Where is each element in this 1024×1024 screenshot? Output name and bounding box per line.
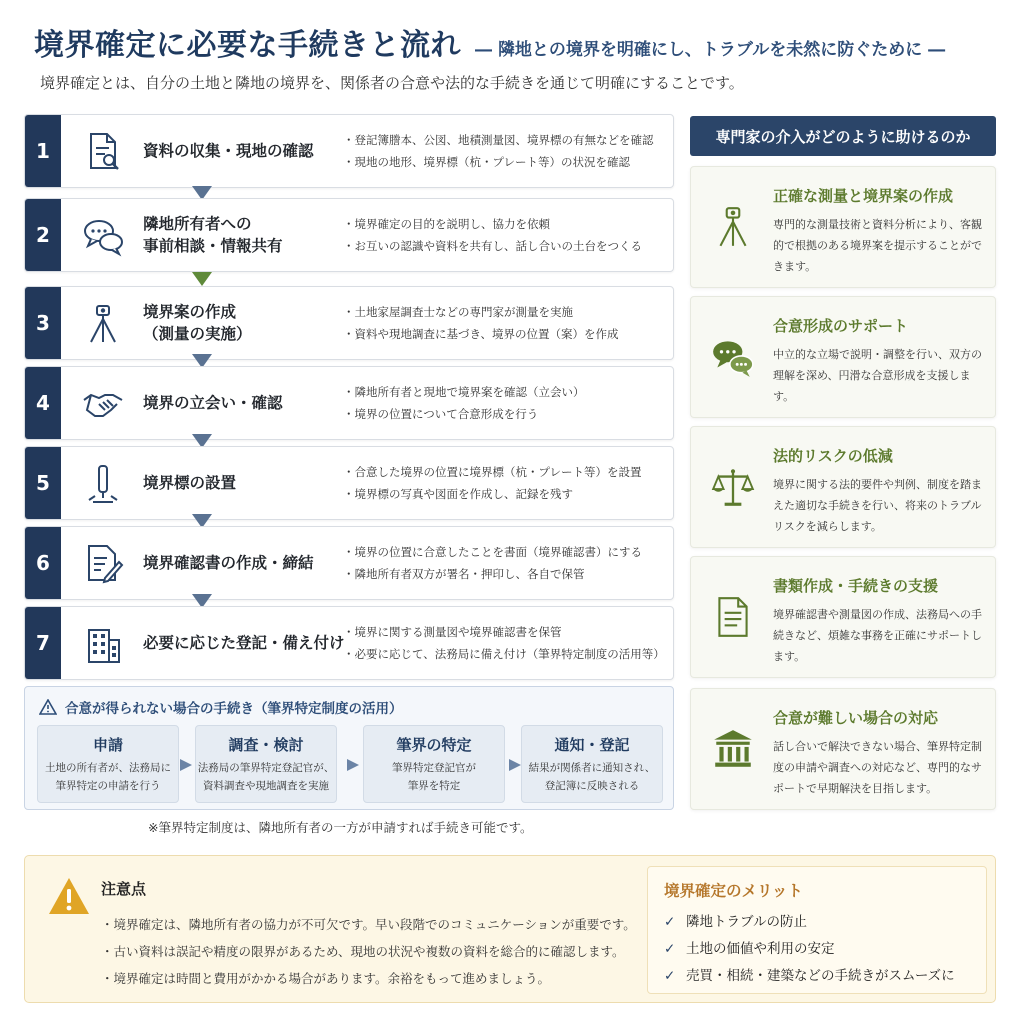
dispute-step-title: 筆界の特定 bbox=[396, 736, 472, 754]
building-icon bbox=[79, 621, 127, 667]
expert-card-title: 合意形成のサポート bbox=[773, 317, 909, 335]
dispute-step-title: 調査・検討 bbox=[228, 736, 304, 754]
step-desc-line: ・合意した境界の位置に境界標（杭・プレート等）を設置 bbox=[343, 464, 642, 479]
right-arrow-icon bbox=[180, 759, 192, 771]
step-number: 3 bbox=[25, 287, 61, 359]
step-number: 7 bbox=[25, 607, 61, 679]
step-card bbox=[24, 446, 674, 520]
step-title-line: （測量の実施） bbox=[143, 325, 252, 343]
step-title-line: 境界確認書の作成・締結 bbox=[143, 553, 314, 572]
expert-card-title: 合意が難しい場合の対応 bbox=[773, 709, 939, 727]
dispute-desc-line: 筆界特定の申請を行う bbox=[55, 780, 161, 793]
step-desc-line: ・現地の地形、境界標（杭・プレート等）の状況を確認 bbox=[343, 155, 631, 169]
step-number: 2 bbox=[25, 199, 61, 271]
step-title bbox=[143, 115, 333, 187]
step-title-line: 事前相談・情報共有 bbox=[143, 237, 283, 255]
down-arrow-icon bbox=[192, 272, 212, 286]
dispute-title bbox=[39, 697, 403, 717]
dispute-step-desc bbox=[38, 759, 178, 796]
step-description bbox=[343, 607, 671, 679]
merit-text: 隣地トラブルの防止 bbox=[686, 914, 807, 930]
merits-list bbox=[664, 909, 955, 990]
dispute-step-desc bbox=[364, 759, 504, 796]
step-description bbox=[343, 447, 671, 519]
merit-item bbox=[664, 909, 955, 936]
step-title bbox=[143, 607, 345, 679]
check-icon: ✓ bbox=[664, 914, 676, 930]
step-card bbox=[24, 526, 674, 600]
step-desc-line: ・お互いの認識や資料を共有し、話し合いの土台をつくる bbox=[343, 239, 642, 253]
expert-card bbox=[690, 296, 996, 418]
step-card bbox=[24, 286, 674, 360]
scales-icon bbox=[707, 427, 759, 547]
step-desc-line: ・資料や現地調査に基づき、境界の位置（案）を作成 bbox=[343, 327, 619, 341]
step-title-line: 隣地所有者への bbox=[143, 214, 252, 233]
dispute-step-card bbox=[195, 725, 337, 803]
warning-outline-icon bbox=[39, 699, 57, 715]
page-header bbox=[34, 20, 1004, 64]
step-number: 4 bbox=[25, 367, 61, 439]
dispute-step-desc bbox=[196, 759, 336, 796]
step-card bbox=[24, 366, 674, 440]
step-card bbox=[24, 606, 674, 680]
step-description bbox=[343, 287, 671, 359]
courthouse-icon bbox=[707, 689, 759, 809]
note-item: ・古い資料は誤記や精度の限界があるため、現地の状況や複数の資料を総合的に確認します。 bbox=[101, 943, 625, 959]
note-item: ・境界確定は時間と費用がかかる場合があります。余裕をもって進めましょう。 bbox=[101, 970, 551, 986]
page-title: 境界確定に必要な手続きと流れ bbox=[34, 28, 461, 63]
step-title-line: 境界案の作成 bbox=[143, 302, 237, 321]
step-description bbox=[343, 367, 671, 439]
speech-bubbles-icon bbox=[79, 213, 127, 259]
step-desc-line: ・境界確定の目的を説明し、協力を依頼 bbox=[343, 216, 550, 231]
step-title-line: 境界の立会い・確認 bbox=[143, 393, 283, 412]
dispute-step-card bbox=[521, 725, 663, 803]
dispute-title-text: 合意が得られない場合の手続き（筆界特定制度の活用） bbox=[65, 701, 403, 717]
step-title-line: 資料の収集・現地の確認 bbox=[143, 141, 314, 160]
expert-card-desc: 中立的な立場で説明・調整を行い、双方の理解を深め、円滑な合意形成を支援します。 bbox=[773, 348, 982, 403]
boundary-stake-icon bbox=[79, 461, 127, 507]
dispute-desc-line: 筆界特定登記官が bbox=[392, 762, 476, 774]
step-title-line: 必要に応じた登記・備え付け bbox=[143, 633, 345, 652]
expert-card-title: 書類作成・手続きの支援 bbox=[773, 577, 939, 595]
note-item: ・境界確定は、隣地所有者の協力が不可欠です。早い段階でのコミュニケーションが重要です。 bbox=[101, 917, 636, 932]
warning-icon bbox=[47, 876, 91, 916]
check-icon: ✓ bbox=[664, 941, 676, 957]
step-desc-line: ・境界の位置に合意したことを書面（境界確認書）にする bbox=[343, 544, 642, 559]
merits-title: 境界確定のメリット bbox=[664, 882, 803, 900]
expert-card bbox=[690, 688, 996, 810]
step-desc-line: ・境界標の写真や図面を作成し、記録を残す bbox=[343, 487, 573, 501]
step-description bbox=[343, 115, 671, 187]
dispute-step-title: 申請 bbox=[92, 736, 123, 754]
step-number: 5 bbox=[25, 447, 61, 519]
step-desc-line: ・土地家屋調査士などの専門家が測量を実施 bbox=[343, 304, 573, 319]
document-icon bbox=[707, 557, 759, 677]
expert-card-desc: 話し合いで解決できない場合、筆界特定制度の申請や調査への対応など、専門的なサポートで早期解決を目指します。 bbox=[773, 740, 982, 795]
document-search-icon bbox=[79, 129, 127, 175]
merits-box bbox=[647, 866, 987, 994]
step-description bbox=[343, 527, 671, 599]
dispute-desc-line: 土地の所有者が、法務局に bbox=[45, 762, 171, 774]
right-arrow-icon bbox=[347, 759, 359, 771]
right-arrow-icon bbox=[509, 759, 521, 771]
dispute-desc-line: 資料調査や現地調査を実施 bbox=[203, 780, 329, 793]
step-desc-line: ・必要に応じて、法務局に備え付け（筆界特定制度の活用等） bbox=[343, 647, 665, 661]
step-title bbox=[143, 527, 333, 599]
expert-card-desc: 境界に関する法的要件や判例、制度を踏まえた適切な手続きを行い、将来のトラブルリスクを減らします。 bbox=[773, 478, 982, 533]
expert-card-desc: 専門的な測量技術と資料分析により、客観的で根拠のある境界案を提示することができます。 bbox=[773, 218, 982, 273]
expert-card bbox=[690, 556, 996, 678]
expert-section-header: 専門家の介入がどのように助けるのか bbox=[690, 116, 996, 156]
dispute-note: ※筆界特定制度は、隣地所有者の一方が申請すれば手続き可能です。 bbox=[148, 820, 533, 835]
dispute-desc-line: 結果が関係者に通知され、 bbox=[528, 762, 656, 774]
dispute-procedure-box bbox=[24, 686, 674, 810]
step-title bbox=[143, 287, 333, 359]
notes-list bbox=[101, 912, 636, 993]
dispute-step-desc bbox=[522, 759, 662, 796]
expert-card-title: 法的リスクの低減 bbox=[773, 447, 893, 465]
step-title bbox=[143, 199, 333, 271]
expert-card bbox=[690, 166, 996, 288]
dispute-desc-line: 登記簿に反映される bbox=[544, 780, 640, 793]
step-title-line: 境界標の設置 bbox=[143, 473, 237, 492]
dispute-desc-line: 法務局の筆界特定登記官が、 bbox=[197, 762, 335, 774]
speech-bubbles-icon bbox=[707, 297, 759, 417]
step-title bbox=[143, 367, 333, 439]
step-number: 1 bbox=[25, 115, 61, 187]
dispute-desc-line: 筆界を特定 bbox=[407, 780, 461, 793]
merit-text: 売買・相続・建築などの手続きがスムーズに bbox=[686, 968, 955, 984]
expert-card-desc: 境界確認書や測量図の作成、法務局への手続きなど、煩雑な事務を正確にサポートします。 bbox=[773, 608, 982, 663]
survey-tripod-icon bbox=[707, 167, 759, 287]
notes-title: 注意点 bbox=[101, 880, 147, 898]
step-desc-line: ・隣地所有者と現地で境界案を確認（立会い） bbox=[343, 384, 585, 399]
dispute-step-card bbox=[363, 725, 505, 803]
step-number: 6 bbox=[25, 527, 61, 599]
check-icon: ✓ bbox=[664, 968, 676, 984]
expert-card-title: 正確な測量と境界案の作成 bbox=[773, 187, 954, 205]
step-desc-line: ・境界に関する測量図や境界確認書を保管 bbox=[343, 624, 562, 639]
step-desc-line: ・境界の位置について合意形成を行う bbox=[343, 407, 539, 421]
notes-section bbox=[24, 855, 996, 1003]
expert-card bbox=[690, 426, 996, 548]
step-description bbox=[343, 199, 671, 271]
merit-item bbox=[664, 936, 955, 963]
dispute-step-title: 通知・登記 bbox=[554, 736, 630, 754]
step-card bbox=[24, 198, 674, 272]
survey-tripod-icon bbox=[79, 301, 127, 347]
merit-text: 土地の価値や利用の安定 bbox=[686, 941, 835, 957]
step-title bbox=[143, 447, 333, 519]
step-desc-line: ・登記簿謄本、公図、地積測量図、境界標の有無などを確認 bbox=[343, 132, 654, 147]
document-sign-icon bbox=[79, 541, 127, 587]
page-subtitle: ― 隣地との境界を明確にし、トラブルを未然に防ぐために ― bbox=[475, 40, 946, 60]
step-card bbox=[24, 114, 674, 188]
handshake-icon bbox=[79, 381, 127, 427]
step-desc-line: ・隣地所有者双方が署名・押印し、各自で保管 bbox=[343, 567, 585, 581]
intro-text: 境界確定とは、自分の土地と隣地の境界を、関係者の合意や法的な手続きを通じて明確にすることです。 bbox=[40, 74, 744, 92]
dispute-step-card bbox=[37, 725, 179, 803]
merit-item bbox=[664, 963, 955, 990]
